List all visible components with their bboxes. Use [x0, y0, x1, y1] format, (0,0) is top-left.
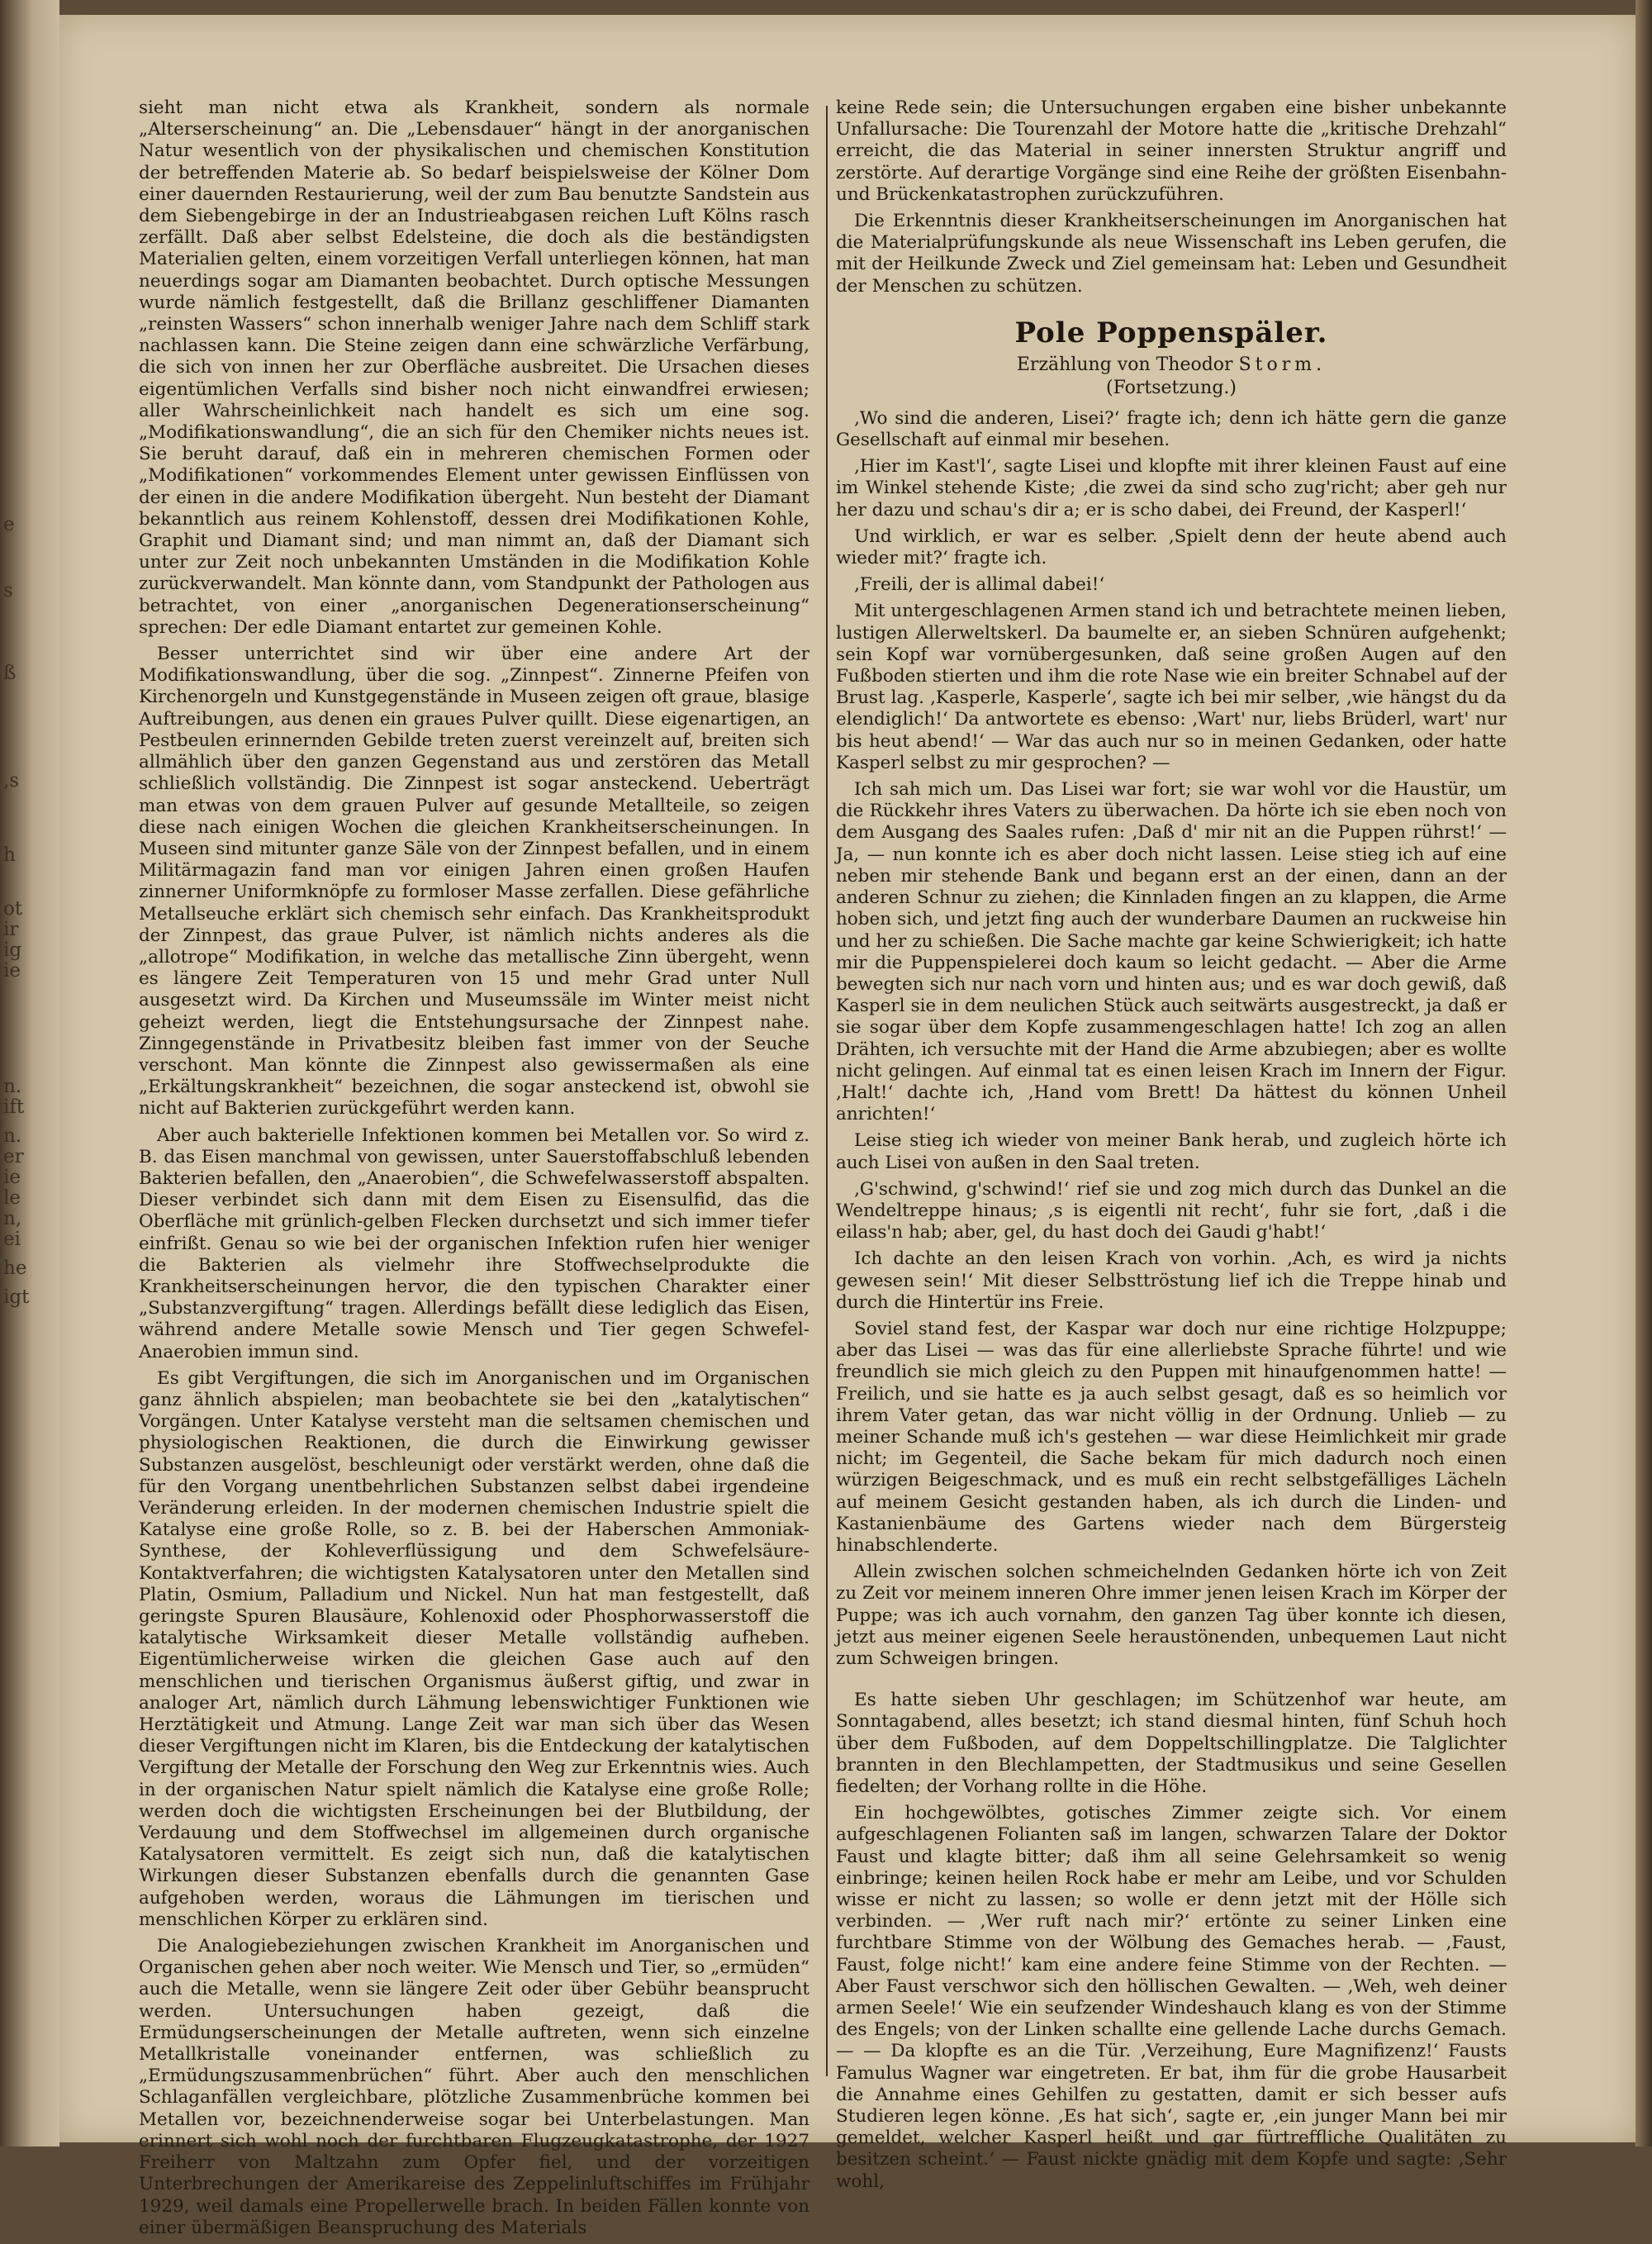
- paragraph: Ich dachte an den leisen Krach von vorhin. ‚Ach, es wird ja nichts gewesen sein!‘ Mit dieser Selbsttröstung lief ich die Treppe hinab und durch die Hintertür ins Freie.: [836, 1248, 1507, 1313]
- paragraph: Aber auch bakterielle Infektionen kommen bei Metallen vor. So wird z. B. das Eisen manchmal von gewissen, unter Sauerstoffabschluß lebenden Bakterien befallen, den „Anaerobien“, die Schwefelwasserstoff abspalten. Dieser verbindet sich dann mit dem Eisen zu Eisensulfid, das die Oberfläche mit grünlich-gelben Flecken durchsetzt und sich immer tiefer einfrißt. Genau so wie bei der organischen Infektion rufen hier weniger die Bakterien als vielmehr ihre Stoffwechselprodukte die Krankheitserscheinungen hervor, die den typischen Charakter einer „Substanzvergiftung“ tragen. Allerdings befällt diese lediglich das Eisen, während andere Metalle sowie Mensch und Tier gegen Schwefel-Anaerobien immun sind.: [139, 1124, 809, 1362]
- paragraph: Besser unterrichtet sind wir über eine andere Art der Modifikationswandlung, über die sog. „Zinnpest“. Zinnerne Pfeifen von Kirchenorgeln und Kunstgegenstände in Museen zeigen oft graue, blasige Auftreibungen, aus denen ein graues Pulver quillt. Diese eigenartigen, an Pestbeulen erinnernden Gebilde treten zuerst vereinzelt auf, breiten sich allmählich über den ganzen Gegenstand aus und zerstören das Metall schließlich vollständig. Die Zinnpest ist sogar ansteckend. Ueberträgt man etwas von dem grauen Pulver auf gesunde Metallteile, so zeigen diese nach einigen Wochen die gleichen Krankheitserscheinungen. In Museen sind mitunter ganze Säle von der Zinnpest befallen, und in einem Militärmagazin fand man vor einigen Jahren einen großen Haufen zinnerner Uniformknöpfe zu formloser Masse zerfallen. Diese gefährliche Metallseuche erklärt sich chemisch sehr einfach. Das Krankheitsprodukt der Zinnpest, das graue Pulver, ist nämlich nichts anderes als die „allotrope“ Modifikation, in welche das metallische Zinn übergeht, wenn es längere Zeit Temperaturen von 15 und mehr Grad unter Null ausgesetzt wird. Da Kirchen und Museumssäle im Winter meist nicht geheizt werden, liegt die Entstehungsursache der Zinnpest nahe. Zinngegenstände in Privatbesitz bleiben fast immer von der Seuche verschont. Man könnte die Zinnpest also gewissermaßen als eine „Erkältungskrankheit“ bezeichnen, die sogar ansteckend ist, obwohl sie nicht auf Bakterien zurückgeführt werden kann.: [139, 644, 809, 1120]
- paragraph: ‚G'schwind, g'schwind!‘ rief sie und zog mich durch das Dunkel an die Wendeltreppe hinaus; ‚s is eigentli nit recht‘, fuhr sie fort, ‚daß i die eilass'n hab; aber, gel, du hast doch dei Gaudi g'habt!‘: [836, 1178, 1507, 1243]
- paragraph: ‚Hier im Kast'l‘, sagte Lisei und klopfte mit ihrer kleinen Faust auf eine im Winkel stehende Kiste; ‚die zwei da sind scho zug'richt; aber geh nur her dazu und schau's dir a; er is scho dabei, dei Freund, der Kasperl!‘: [836, 456, 1507, 521]
- byline-prefix: Erzählung von Theodor: [1016, 354, 1233, 375]
- page: [59, 15, 1635, 2238]
- byline-author: Storm.: [1238, 354, 1327, 375]
- story-continued-label: (Fortsetzung.): [1106, 377, 1237, 398]
- paragraph: Ein hochgewölbtes, gotisches Zimmer zeigte sich. Vor einem aufgeschlagenen Folianten saß im langen, schwarzen Talare der Doktor Faust und klagte bitter; daß ihm all seine Gelehrsamkeit so wenig einbringe; keinen heilen Rock habe er mehr am Leibe, und vor Schulden wisse er nicht zu lassen; so wolle er denn jetzt mit der Hölle sich verbinden. — ‚Wer ruft nach mir?‘ ertönte zu seiner Linken eine furchtbare Stimme von der Wölbung des Gemaches herab. — ‚Faust, Faust, folge nicht!‘ kam eine andere feine Stimme von der Rechten. — Aber Faust verschwor sich den höllischen Gewalten. — ‚Weh, weh deiner armen Seele!‘ Wie ein seufzender Windeshauch klang es von der Stimme des Engels; von der Linken schallte eine gellende Lache durchs Gemach. — — Da klopfte es an die Tür. ‚Verzeihung, Eure Magnifizenz!‘ Fausts Famulus Wagner war eingetreten. Er bat, ihm für die grobe Hausarbeit die Annahme eines Gehilfen zu gestatten, damit er sich besser aufs Studieren legen könne. ‚Es hat sich‘, sagte er, ‚ein junger Mann bei mir gemeldet, welcher Kasperl heißt und gar fürtreffliche Qualitäten zu besitzen scheint.‘ — Faust nickte gnädig mit dem Kopfe und sagte: ‚Sehr wohl,: [836, 1803, 1507, 2192]
- section-break: [836, 1675, 1507, 1690]
- paragraph: Ich sah mich um. Das Lisei war fort; sie war wohl vor die Haustür, um die Rückkehr ihres Vaters zu überwachen. Da hörte ich sie eben noch von dem Ausgang des Saales rufen: ‚Daß d' mir nit an die Puppen rührst!‘ — Ja, — nun konnte ich es aber doch nicht lassen. Leise stieg ich auf eine neben mir stehende Bank und begann erst an der einen, dann an der anderen Schnur zu ziehen; die Kinnladen fingen an zu klappen, die Arme hoben sich, und jetzt fing auch der wunderbare Daumen an ruckweise hin und her zu schießen. Die Sache machte gar keine Schwierigkeit; ich hatte mir die Puppenspielerei doch kaum so leicht gedacht. — Aber die Arme bewegten sich nur nach vorn und hinten aus; und es war doch gewiß, daß Kasperl sie in dem neulichen Stück auch seitwärts ausgestreckt, ja daß er sie sogar über dem Kopfe zusammengeschlagen hatte! Ich zog an allen Drähten, ich versuchte mit der Hand die Arme abzubiegen; aber es wollte nicht gelingen. Auf einmal tat es einen leisen Krach im Innern der Figur. ‚Halt!‘ dachte ich, ‚Hand vom Brett! Da hättest du können Unheil anrichten!‘: [836, 779, 1507, 1125]
- paragraph: Allein zwischen solchen schmeichelnden Gedanken hörte ich von Zeit zu Zeit vor meinem inneren Ohre immer jenen leisen Krach im Körper der Puppe; was ich auch vornahm, den ganzen Tag über konnte ich diesen, jetzt aus meiner eigenen Seele heraustönenden, unbequemen Laut nicht zum Schweigen bringen.: [836, 1562, 1507, 1669]
- paragraph: ‚Freili, der is allimal dabei!‘: [854, 574, 1105, 596]
- margin-fragment: ig: [3, 939, 22, 961]
- margin-fragment: ß: [3, 663, 17, 684]
- story-byline: [836, 354, 1507, 377]
- margin-fragment: igt: [3, 1286, 30, 1308]
- margin-fragment: er: [3, 1146, 24, 1167]
- margin-fragment: le: [3, 1187, 21, 1209]
- paragraph: Und wirklich, er war es selber. ‚Spielt denn der heute abend auch wieder mit?‘ fragte ich.: [836, 525, 1507, 569]
- paragraph: Leise stieg ich wieder von meiner Bank herab, und zugleich hörte ich auch Lisei von außen in den Saal treten.: [836, 1130, 1507, 1173]
- paragraph: Die Erkenntnis dieser Krankheitserscheinungen im Anorganischen hat die Materialprüfungskunde als neue Wissenschaft ins Leben gerufen, die mit der Heilkunde Zweck und Ziel gemeinsam hat: Leben und Gesundheit der Menschen zu schützen.: [836, 211, 1507, 297]
- margin-fragment: he: [3, 1257, 27, 1279]
- margin-fragment: n,: [3, 1208, 22, 1229]
- paragraph: Die Analogiebeziehungen zwischen Krankheit im Anorganischen und Organischen gehen aber noch weiter. Wie Mensch und Tier, so „ermüden“ auch die Metalle, wenn sie längere Zeit oder über Gebühr beansprucht werden. Untersuchungen haben gezeigt, daß die Ermüdungserscheinungen der Metalle auftreten, wenn sich einzelne Metallkristalle voneinander entfernen, was schließlich zu „Ermüdungszusammenbrüchen“ führt. Aber auch den menschlichen Schlaganfällen vergleichbare, plötzliche Zusammenbrüche kommen bei Metallen vor, bezeichnenderweise sogar bei Unterbelastungen. Man erinnert sich wohl noch der furchtbaren Flugzeugkatastrophe, der 1927 Freiherr von Maltzahn zum Opfer fiel, und der vorzeitigen Unterbrechungen der Amerikareise des Zeppelinluftschiffes im Frühjahr 1929, weil damals eine Propellerwelle brach. In beiden Fällen konnte von einer übermäßigen Beanspruchung des Materials: [139, 1936, 809, 2238]
- margin-fragment: ei: [3, 1229, 21, 1250]
- margin-fragment: ,s: [3, 770, 20, 792]
- paragraph: keine Rede sein; die Untersuchungen ergaben eine bisher unbekannte Unfallursache: Die Tourenzahl der Motore hatte die „kritische Drehzahl“ erreicht, die das Material in seiner innersten Struktur angriff und zerstörte. Auf derartige Vorgänge sind eine Reihe der größten Eisenbahn- und Brückenkatastrophen zurückzuführen.: [836, 97, 1507, 205]
- right-column: [836, 97, 1507, 2198]
- margin-fragment: n.: [3, 1076, 22, 1097]
- paragraph: ‚Wo sind die anderen, Lisei?‘ fragte ich; denn ich hätte gern die ganze Gesellschaft auf einmal mir besehen.: [836, 407, 1507, 451]
- column-divider: [826, 106, 828, 2076]
- margin-fragment: ir: [3, 919, 19, 940]
- margin-fragment: n.: [3, 1125, 22, 1147]
- paragraph: sieht man nicht etwa als Krankheit, sondern als normale „Alterserscheinung“ an. Die „Lebensdauer“ hängt in der anorganischen Natur wesentlich von der physikalischen und chemischen Konstitution der betreffenden Materie ab. So bedarf beispielsweise der Kölner Dom einer dauernden Restaurierung, weil der zum Bau benutzte Sandstein aus dem Siebengebirge in der an Industrieabgasen reichen Luft Kölns rasch zerfällt. Daß aber selbst Edelsteine, die doch als die beständigsten Materialien gelten, einem vorzeitigen Verfall unterliegen können, hat man neuerdings sogar am Diamanten beobachtet. Durch optische Messungen wurde nämlich festgestellt, daß die Brillanz geschliffener Diamanten „reinsten Wassers“ schon innerhalb weniger Jahre nach dem Schliff stark nachlassen kann. Die Steine zeigen dann eine schwärzliche Verfärbung, die sich von innen her zur Oberfläche ausbreitet. Die Ursachen dieses eigentümlichen Verfalls sind bisher noch nicht einwandfrei erwiesen; aller Wahrscheinlichkeit nach handelt es sich um eine sog. „Modifikationswandlung“, die an sich für den Chemiker nichts neues ist. Sie beruht darauf, daß ein in mehreren chemischen Formen oder „Modifikationen“ vorkommendes Element unter gewissen Einflüssen von der einen in die andere Modifikation übergeht. Nun besteht der Diamant bekanntlich aus reinem Kohlenstoff, dessen drei Modifikationen Kohle, Graphit und Diamant sind; und man nimmt an, daß der Diamant sich unter zur Zeit noch unbekannten Umständen in die Modifikation Kohle zurückverwandelt. Man könnte dann, vom Standpunkt der Pathologen aus betrachtet, von einer „anorganischen Degenerationserscheinung“ sprechen: Der edle Diamant entartet zur gemeinen Kohle.: [139, 97, 809, 638]
- paragraph: Soviel stand fest, der Kaspar war doch nur eine richtige Holzpuppe; aber das Lisei — was das für eine allerliebste Sprache führte! und wie freundlich sie mich gleich zu den Puppen mit hinaufgenommen hatte! — Freilich, und sie hatte es ja auch selbst gesagt, daß es so heimlich vor ihrem Vater getan, das war nicht völlig in der Ordnung. Unlieb — zu meiner Schande muß ich's gestehen — war diese Heimlichkeit mir grade nicht; im Gegenteil, die Sache bekam für mich dadurch noch einen würzigen Beigeschmack, und es muß ein recht selbstgefälliges Lächeln auf meinem Gesicht gestanden haben, als ich durch die Linden- und Kastanienbäume des Gartens wieder nach dem Bürgersteig hinabschlenderte.: [836, 1318, 1507, 1556]
- article-continuation: [836, 97, 1507, 297]
- margin-fragment: ift: [3, 1096, 25, 1118]
- margin-fragment: s: [3, 580, 13, 601]
- story-body: [836, 408, 1507, 2193]
- margin-fragment: ot: [3, 898, 23, 920]
- margin-fragment: h: [3, 844, 16, 866]
- story-title: Pole Poppenspäler.: [1014, 316, 1328, 349]
- margin-fragment: e: [3, 514, 15, 535]
- left-column: [139, 97, 809, 2244]
- paragraph: Mit untergeschlagenen Armen stand ich und betrachtete meinen lieben, lustigen Allerweltskerl. Da baumelte er, an sieben Schnüren aufgehenkt; sein Kopf war vornübergesunken, daß seine großen Augen auf den Fußboden stierten und ihm die rote Nase wie ein breiter Schnabel auf der Brust lag. ‚Kasperle, Kasperle‘, sagte ich bei mir selber, ‚wie hängst du da elendiglich!‘ Da antwortete es ebenso: ‚Wart' nur, liebs Brüderl, wart' nur bis heut abend!‘ — War das auch nur so in meinen Gedanken, oder hatte Kasperl selbst zu mir gesprochen? —: [836, 601, 1507, 773]
- paragraph: Es gibt Vergiftungen, die sich im Anorganischen und im Organischen ganz ähnlich abspielen; man beobachtete sie bei den „katalytischen“ Vorgängen. Unter Katalyse versteht man die seltsamen chemischen und physiologischen Reaktionen, die durch die Einwirkung gewisser Substanzen ausgelöst, beschleunigt oder verstärkt werden, ohne daß die für den Vorgang unentbehrlichen Substanzen selbst dabei irgendeine Veränderung erleiden. In der modernen chemischen Industrie spielt die Katalyse eine große Rolle, so z. B. bei der Haberschen Ammoniak-Synthese, der Kohleverflüssigung und dem Schwefelsäure-Kontaktverfahren; die wichtigsten Katalysatoren unter den Metallen sind Platin, Osmium, Palladium und Nickel. Nun hat man festgestellt, daß geringste Spuren Blausäure, Kohlenoxid oder Phosphorwasserstoff die katalytische Wirksamkeit dieser Metalle vollständig aufheben. Eigentümlicherweise wirken die gleichen Gase auch auf den menschlichen und tierischen Organismus äußerst giftig, und zwar in analoger Art, nämlich durch Lähmung lebenswichtiger Funktionen wie Herztätigkeit und Atmung. Lange Zeit war man sich über das Wesen dieser Vergiftungen nicht im Klaren, bis die Entdeckung der katalytischen Vergiftung der Metalle der Forschung den Weg zur Erkenntnis wies. Auch in der organischen Natur spielt nämlich die Katalyse eine große Rolle; werden doch die wichtigsten Erscheinungen bei der Blutbildung, der Verdauung und dem Stoffwechsel im allgemeinen durch organische Katalysatoren vermittelt. Es zeigt sich nun, daß die katalytischen Wirkungen dieser Substanzen ebenfalls durch die genannten Gase aufgehoben werden, woraus die Lähmungen im tierischen und menschlichen Körper zu erklären sind.: [139, 1367, 809, 1930]
- paragraph: Es hatte sieben Uhr geschlagen; im Schützenhof war heute, am Sonntagabend, alles besetzt; ich stand diesmal hinten, fünf Schuh hoch über dem Fußboden, auf dem Doppeltschillingplatze. Die Talglichter brannten in den Blechlampetten, der Stadtmusikus und seine Gesellen fiedelten; der Vorhang rollte in die Höhe.: [836, 1690, 1507, 1798]
- page-edge: [1635, 0, 1652, 2147]
- margin-fragment: ie: [3, 1167, 21, 1188]
- previous-page-strip: [0, 0, 59, 2147]
- margin-fragment: ie: [3, 960, 21, 982]
- story-header: [836, 316, 1507, 400]
